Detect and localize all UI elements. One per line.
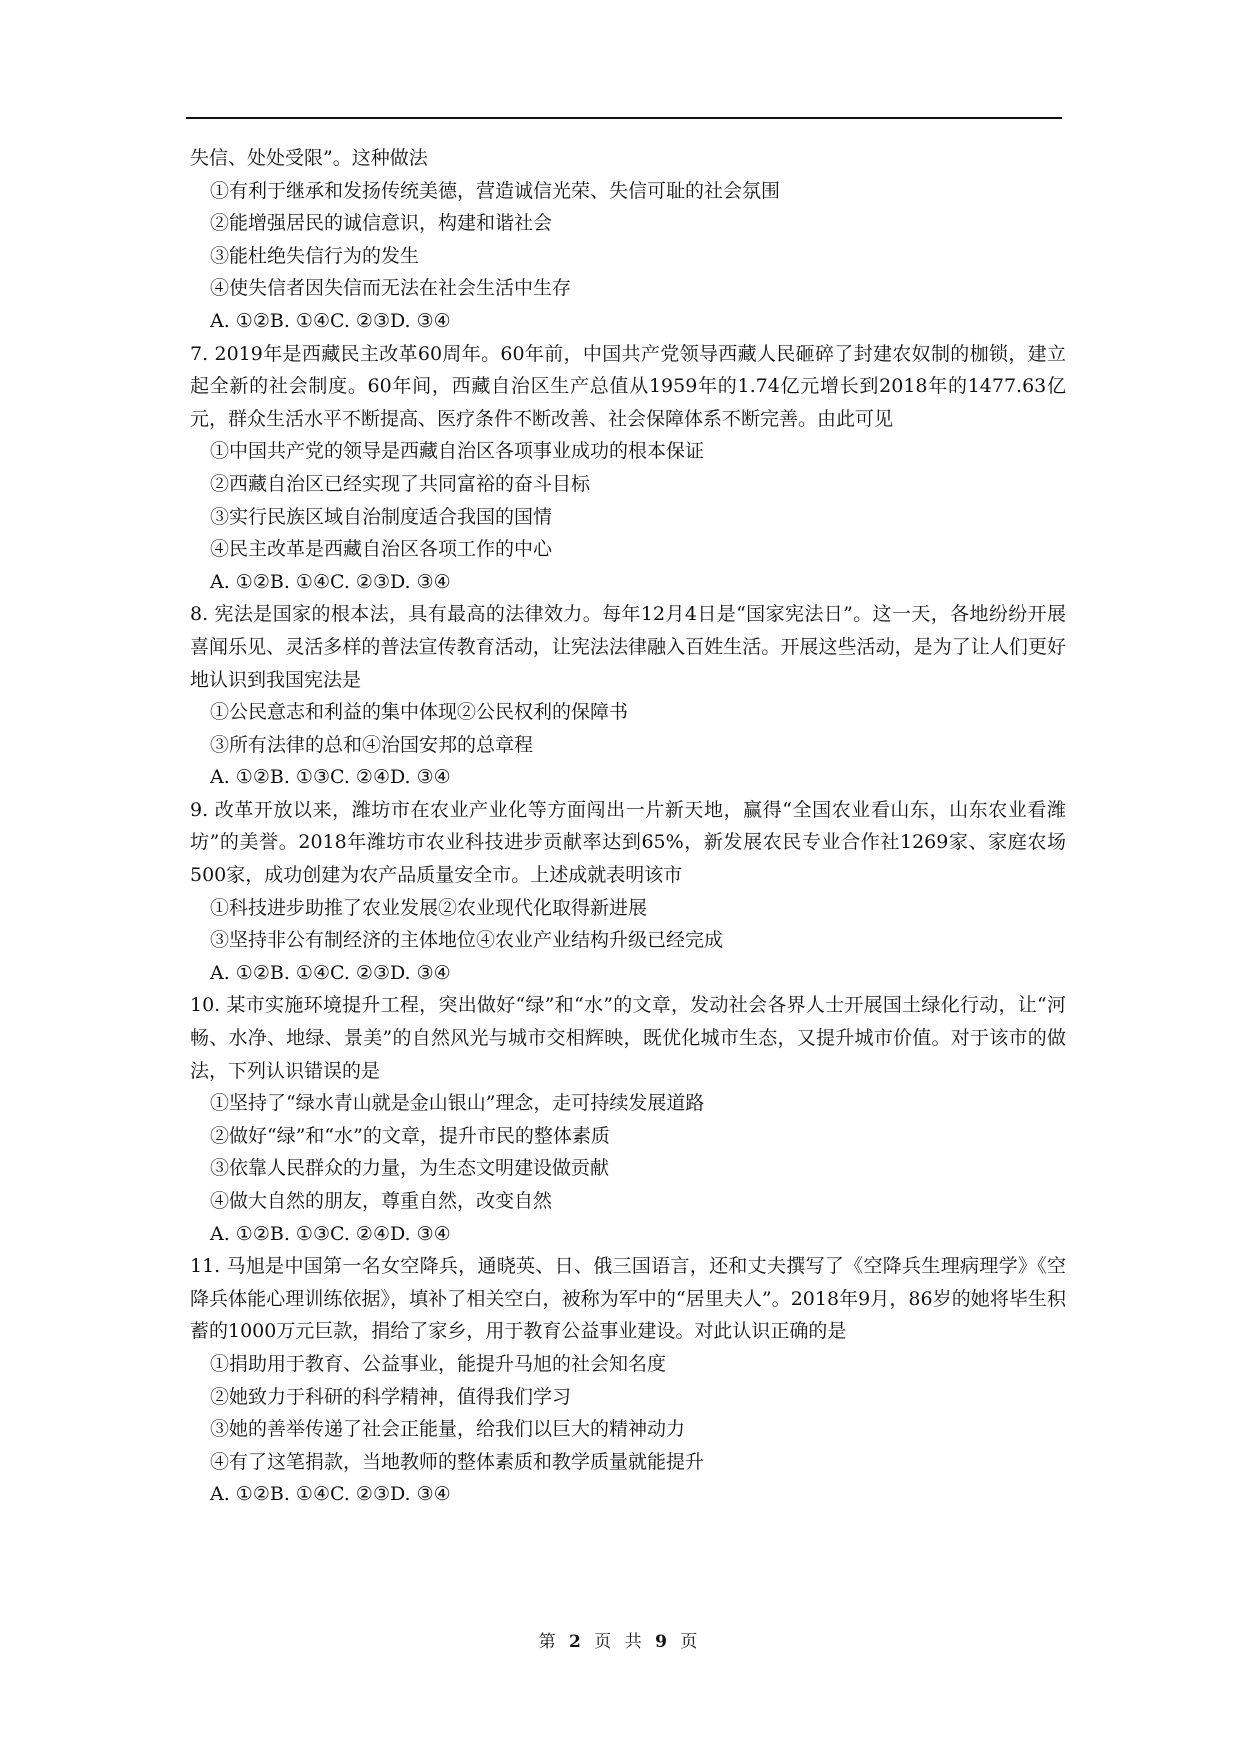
footer-suffix: 页	[680, 1632, 702, 1652]
option: ③坚持非公有制经济的主体地位④农业产业结构升级已经完成	[210, 929, 724, 952]
question-10	[190, 989, 1066, 1250]
option: ③所有法律的总和④治国安邦的总章程	[210, 733, 534, 756]
question-stem: 10. 某市实施环境提升工程，突出做好“绿”和“水”的文章，发动社会各界人士开展国土绿化行动，让“河畅、水净、地绿、景美”的自然风光与城市交相辉映，既优化城市生态，又提升城市价值。对于该市的做法，下列认识错误的是	[190, 994, 1066, 1082]
question-9	[190, 794, 1066, 990]
option: ④做大自然的朋友，尊重自然，改变自然	[210, 1190, 553, 1212]
answer-choices: A. ①②B. ①③C. ②④D. ③④	[210, 766, 451, 789]
option: ②做好“绿”和“水”的文章，提升市民的整体素质	[210, 1124, 610, 1147]
option: ①有利于继承和发扬传统美德，营造诚信光荣、失信可耻的社会氛围	[210, 179, 781, 202]
question-stem: 11. 马旭是中国第一名女空降兵，通晓英、日、俄三国语言，还和丈夫撰写了《空降兵生理病理学》《空降兵体能心理训练依据》，填补了相关空白，被称为军中的“居里夫人”。2018年9月，86岁的她将毕生积蓄的1000万元巨款，捐给了家乡，用于教育公益事业建设。对此认识正确的是	[190, 1255, 1066, 1343]
answer-choices: A. ①②B. ①④C. ②③D. ③④	[210, 1483, 451, 1506]
option: ①科技进步助推了农业发展②农业现代化取得新进展	[210, 896, 648, 919]
page-number: 2	[569, 1632, 585, 1652]
option: ④民主改革是西藏自治区各项工作的中心	[210, 538, 553, 561]
option: ②她致力于科研的科学精神，值得我们学习	[210, 1385, 572, 1408]
option: ①捐助用于教育、公益事业，能提升马旭的社会知名度	[210, 1352, 667, 1375]
option: ③实行民族区域自治制度适合我国的国情	[210, 505, 553, 528]
option: ①公民意志和利益的集中体现②公民权利的保障书	[210, 701, 629, 724]
option: ②西藏自治区已经实现了共同富裕的奋斗目标	[210, 472, 591, 495]
answer-choices: A. ①②B. ①④C. ②③D. ③④	[210, 570, 451, 593]
question-11	[190, 1250, 1066, 1511]
answer-choices: A. ①②B. ①③C. ②④D. ③④	[210, 1222, 451, 1245]
footer-prefix: 第	[538, 1632, 560, 1652]
question-6	[190, 142, 1066, 338]
answer-choices: A. ①②B. ①④C. ②③D. ③④	[210, 961, 451, 984]
option: ④使失信者因失信而无法在社会生活中生存	[210, 277, 572, 300]
footer-middle: 页 共	[594, 1632, 646, 1652]
page-content	[190, 142, 1066, 1511]
option: ④有了这笔捐款，当地教师的整体素质和教学质量就能提升	[210, 1450, 705, 1473]
page-total: 9	[655, 1632, 671, 1652]
option: ②能增强居民的诚信意识，构建和谐社会	[210, 212, 553, 235]
option: ③能杜绝失信行为的发生	[210, 244, 420, 267]
page-footer	[0, 1627, 1240, 1652]
question-8	[190, 598, 1066, 794]
question-stem: 8. 宪法是国家的根本法，具有最高的法律效力。每年12月4日是“国家宪法日”。这一天，各地纷纷开展喜闻乐见、灵活多样的普法宣传教育活动，让宪法法律融入百姓生活。开展这些活动，是为了让人们更好地认识到我国宪法是	[190, 603, 1066, 691]
answer-choices: A. ①②B. ①④C. ②③D. ③④	[210, 309, 451, 332]
question-7	[190, 338, 1066, 599]
question-stem: 9. 改革开放以来，潍坊市在农业产业化等方面闯出一片新天地，赢得“全国农业看山东，山东农业看潍坊”的美誉。2018年潍坊市农业科技进步贡献率达到65%，新发展农民专业合作社1269家、家庭农场500家，成功创建为农产品质量安全市。上述成就表明该市	[190, 798, 1066, 887]
question-stem: 7. 2019年是西藏民主改革60周年。60年前，中国共产党领导西藏人民砸碎了封建农奴制的枷锁，建立起全新的社会制度。60年间，西藏自治区生产总值从1959年的1.74亿元增长到2018年的1477.63亿元，群众生活水平不断提高、医疗条件不断改善、社会保障体系不断完善。由此可见	[190, 342, 1066, 430]
option: ③依靠人民群众的力量，为生态文明建设做贡献	[210, 1157, 610, 1180]
option: ①中国共产党的领导是西藏自治区各项事业成功的根本保证	[210, 440, 705, 463]
option: ③她的善举传递了社会正能量，给我们以巨大的精神动力	[210, 1418, 686, 1441]
option: ①坚持了“绿水青山就是金山银山”理念，走可持续发展道路	[210, 1092, 705, 1115]
header-rule	[186, 117, 1062, 119]
question-stem-tail: 失信、处处受限”。这种做法	[190, 147, 428, 169]
